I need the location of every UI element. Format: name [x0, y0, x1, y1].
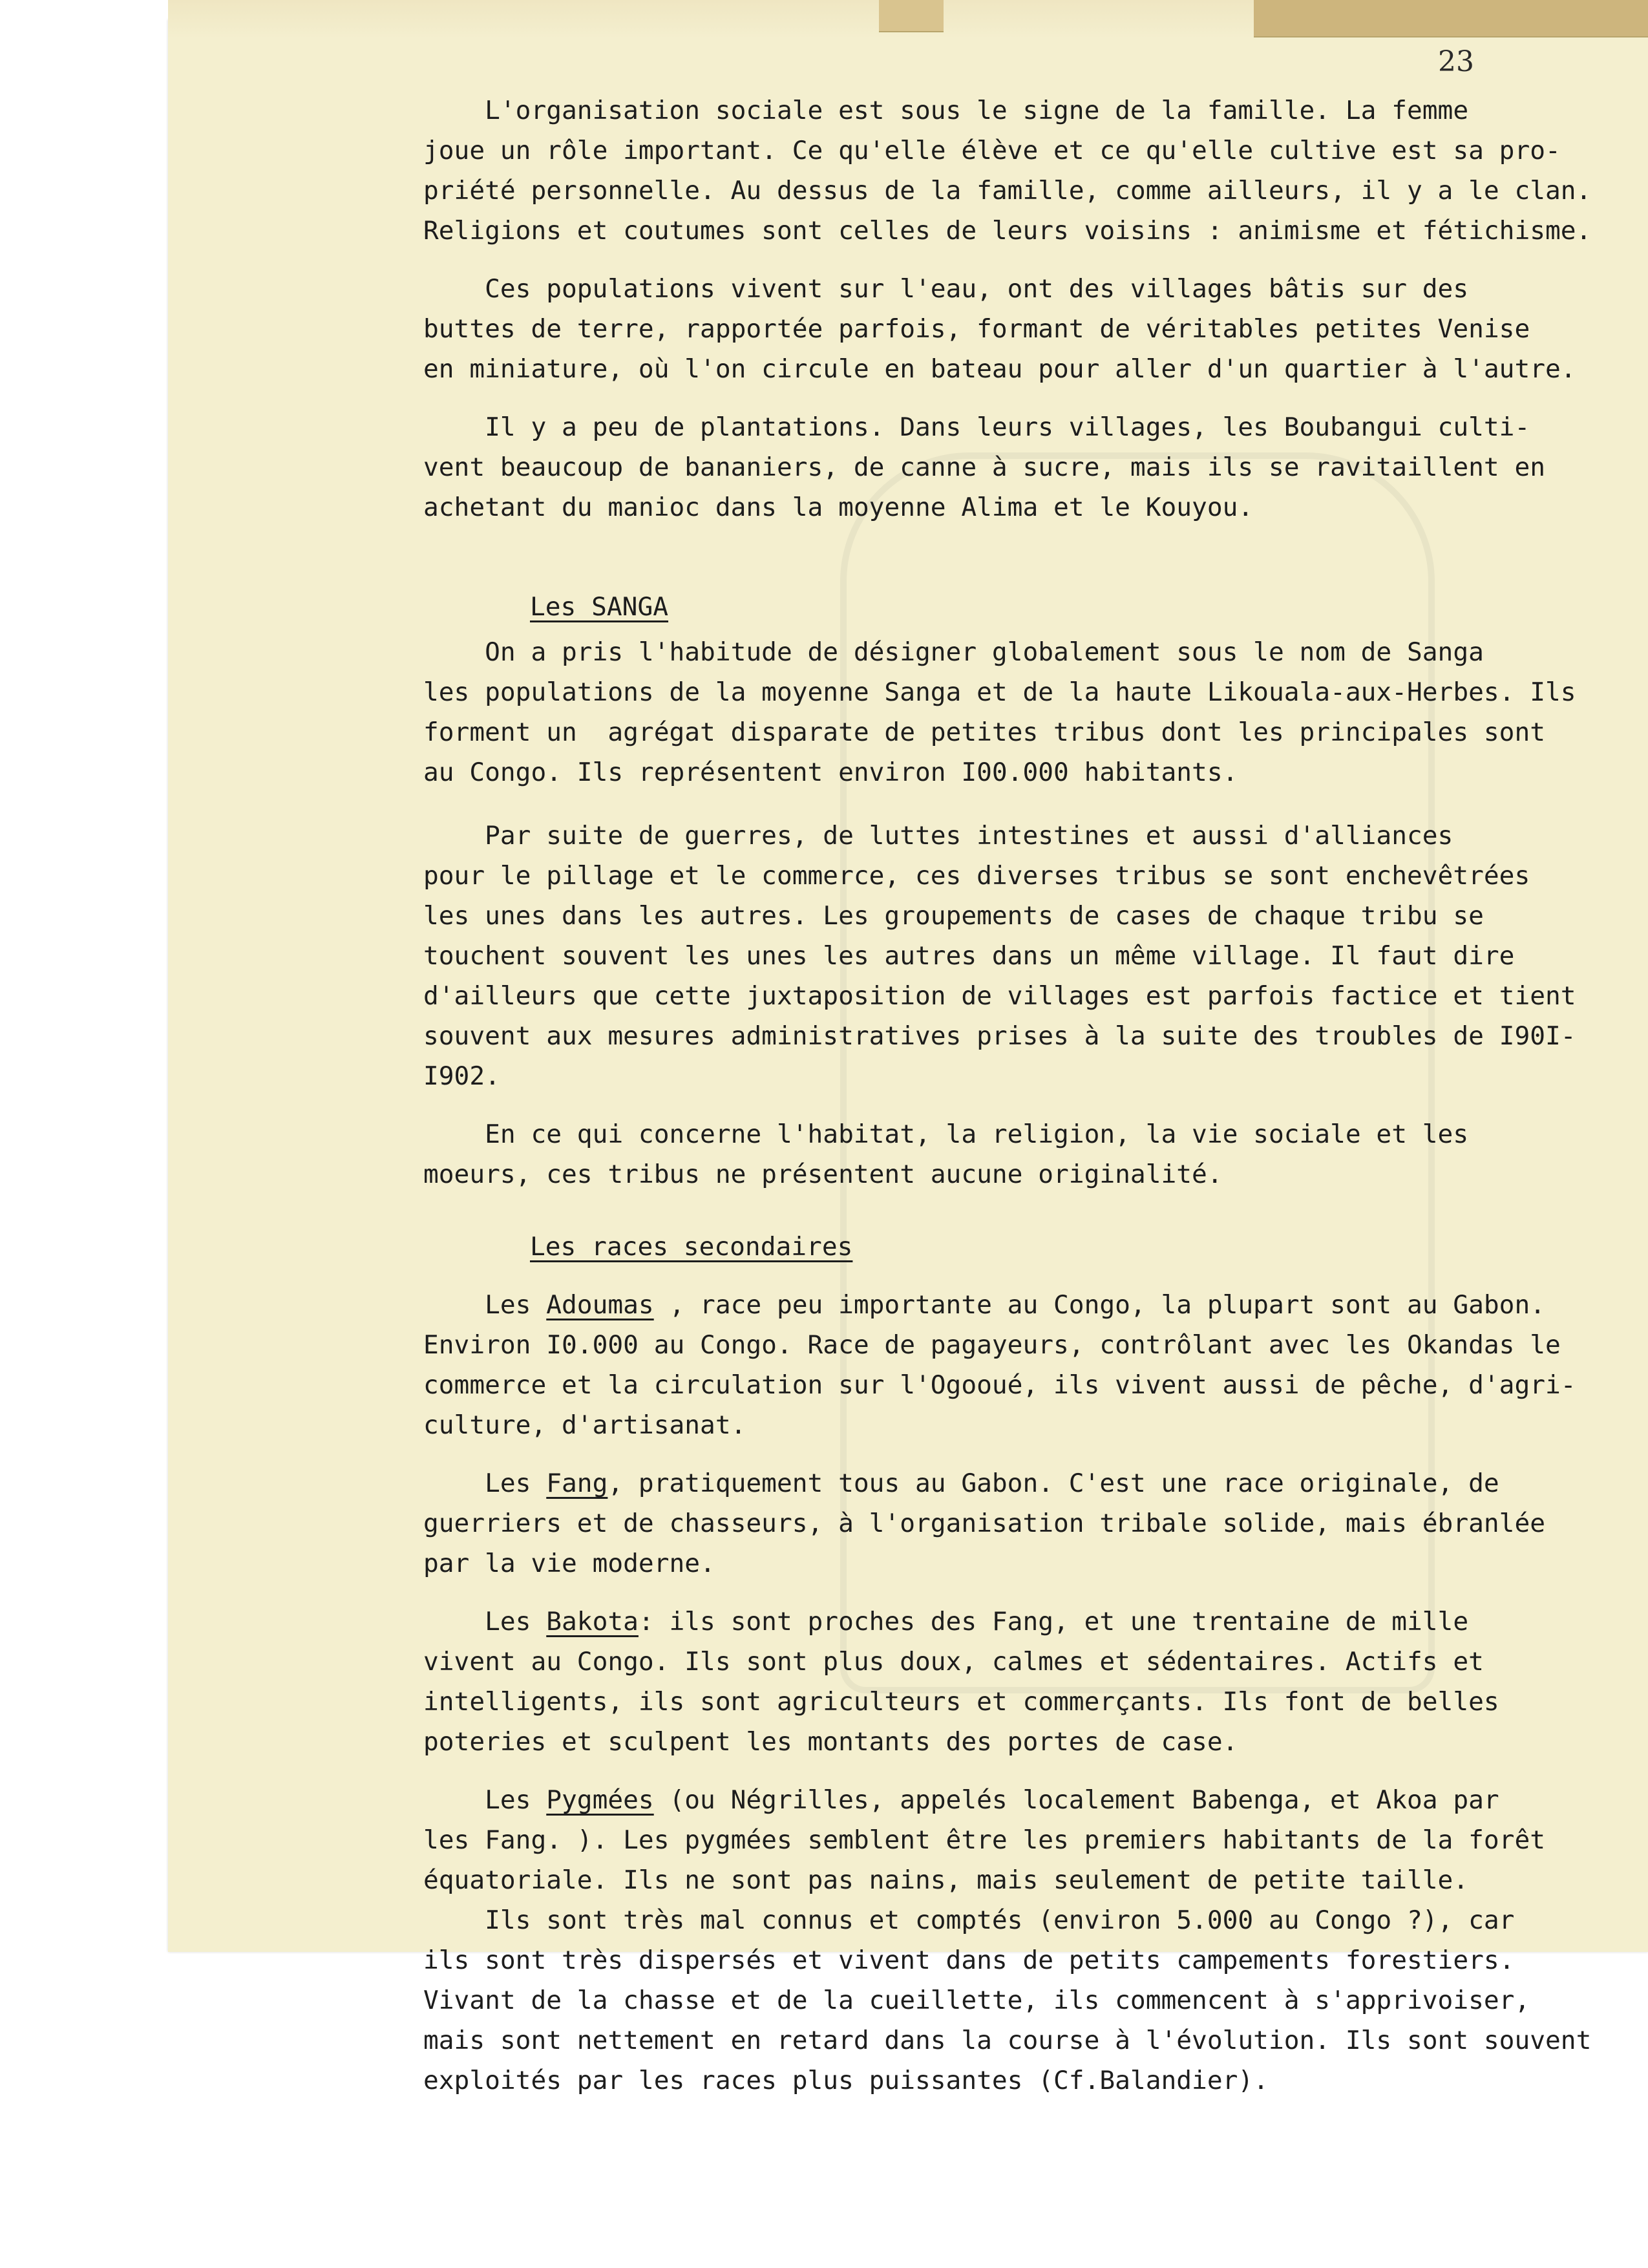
text-line: [423, 1602, 1619, 1642]
paragraph-populations-eau: [423, 269, 1619, 389]
text-line: [423, 1463, 1619, 1503]
term-fang: Fang: [546, 1468, 608, 1498]
text-line: Il y a peu de plantations. Dans leurs villages, les Boubangui culti-: [423, 412, 1530, 442]
term-pygmees: Pygmées: [546, 1785, 654, 1815]
torn-tape-strip: [1254, 0, 1648, 37]
text-line: touchent souvent les unes les autres dans un même village. Il faut dire: [423, 941, 1515, 971]
term-bakota: Bakota: [546, 1607, 639, 1637]
text-line: intelligents, ils sont agriculteurs et commerçants. Ils font de belles: [423, 1687, 1499, 1717]
lead-text: Les: [423, 1468, 547, 1498]
text-line: par la vie moderne.: [423, 1549, 715, 1578]
heading-text: Les races secondaires: [530, 1232, 853, 1262]
text-line: Environ I0.000 au Congo. Race de pagayeurs, contrôlant avec les Okandas le: [423, 1330, 1561, 1360]
text-line: guerriers et de chasseurs, à l'organisation tribale solide, mais ébranlée: [423, 1509, 1546, 1538]
text-line: au Congo. Ils représentent environ I00.000 habitants.: [423, 758, 1238, 787]
lead-text: Les: [423, 1785, 547, 1815]
text-line: Ces populations vivent sur l'eau, ont des villages bâtis sur des: [423, 274, 1469, 304]
text-line: en miniature, où l'on circule en bateau pour aller d'un quartier à l'autre.: [423, 354, 1576, 384]
text-line: [423, 1285, 1619, 1325]
text-line: [423, 1780, 1619, 1820]
section-heading-races-secondaires: [530, 1227, 1619, 1267]
text-line: les Fang. ). Les pygmées semblent être les premiers habitants de la forêt: [423, 1825, 1546, 1855]
text-line: Par suite de guerres, de luttes intestines et aussi d'alliances: [423, 821, 1453, 851]
line-rest: (ou Négrilles, appelés localement Babenga, et Akoa par: [653, 1785, 1499, 1815]
text-line: mais sont nettement en retard dans la course à l'évolution. Ils sont souvent: [423, 2026, 1592, 2055]
paragraph-bakota: [423, 1602, 1619, 1762]
paragraph-plantations: [423, 407, 1619, 527]
text-line: les unes dans les autres. Les groupements de cases de chaque tribu se: [423, 901, 1484, 931]
paragraph-adoumas: [423, 1285, 1619, 1445]
text-line: culture, d'artisanat.: [423, 1410, 746, 1440]
lead-text: Les: [423, 1607, 547, 1637]
text-line: joue un rôle important. Ce qu'elle élève et ce qu'elle cultive est sa pro-: [423, 136, 1561, 165]
paragraph-habitat: [423, 1114, 1619, 1194]
text-line: On a pris l'habitude de désigner globalement sous le nom de Sanga: [423, 637, 1484, 667]
text-line: Religions et coutumes sont celles de leurs voisins : animisme et fétichisme.: [423, 216, 1592, 246]
text-line: forment un agrégat disparate de petites tribus dont les principales sont: [423, 717, 1546, 747]
text-line: commerce et la circulation sur l'Ogooué, ils vivent aussi de pêche, d'agri-: [423, 1370, 1576, 1400]
text-line: vent beaucoup de bananiers, de canne à sucre, mais ils se ravitaillent en: [423, 452, 1546, 482]
paragraph-pygmees: [423, 1780, 1619, 2101]
text-line: L'organisation sociale est sous le signe de la famille. La femme: [423, 96, 1469, 125]
text-line: achetant du manioc dans la moyenne Alima et le Kouyou.: [423, 493, 1254, 522]
typed-text-body: [423, 90, 1619, 2101]
text-line: ils sont très dispersés et vivent dans de petits campements forestiers.: [423, 1945, 1515, 1975]
torn-tape-mark: [879, 0, 944, 32]
paragraph-famille: [423, 90, 1619, 251]
section-heading-sanga: [530, 587, 1619, 627]
page-number: 23: [1438, 45, 1474, 78]
text-line: Ils sont très mal connus et comptés (environ 5.000 au Congo ?), car: [423, 1905, 1515, 1935]
text-line: Vivant de la chasse et de la cueillette, ils commencent à s'apprivoiser,: [423, 1986, 1530, 2015]
term-adoumas: Adoumas: [546, 1290, 654, 1320]
text-line: souvent aux mesures administratives prises à la suite des troubles de I90I-: [423, 1021, 1576, 1051]
text-line: En ce qui concerne l'habitat, la religion, la vie sociale et les: [423, 1119, 1469, 1149]
text-line: les populations de la moyenne Sanga et de la haute Likouala-aux-Herbes. Ils: [423, 677, 1576, 707]
paragraph-sanga-intro: [423, 632, 1619, 792]
heading-text: Les SANGA: [530, 592, 669, 622]
text-line: exploités par les races plus puissantes (Cf.Balandier).: [423, 2066, 1269, 2095]
text-line: poteries et sculpent les montants des portes de case.: [423, 1727, 1238, 1757]
text-line: équatoriale. Ils ne sont pas nains, mais seulement de petite taille.: [423, 1865, 1469, 1895]
text-line: buttes de terre, rapportée parfois, formant de véritables petites Venise: [423, 314, 1530, 344]
line-rest: : ils sont proches des Fang, et une trentaine de mille: [638, 1607, 1469, 1637]
text-line: moeurs, ces tribus ne présentent aucune originalité.: [423, 1160, 1223, 1189]
text-line: pour le pillage et le commerce, ces diverses tribus se sont enchevêtrées: [423, 861, 1530, 891]
paragraph-fang: [423, 1463, 1619, 1584]
paragraph-guerres: [423, 816, 1619, 1096]
lead-text: Les: [423, 1290, 547, 1320]
text-line: I902.: [423, 1061, 500, 1091]
line-rest: , race peu importante au Congo, la plupart sont au Gabon.: [653, 1290, 1546, 1320]
text-line: priété personnelle. Au dessus de la famille, comme ailleurs, il y a le clan.: [423, 176, 1592, 206]
text-line: vivent au Congo. Ils sont plus doux, calmes et sédentaires. Actifs et: [423, 1647, 1484, 1677]
line-rest: , pratiquement tous au Gabon. C'est une race originale, de: [607, 1468, 1499, 1498]
text-line: d'ailleurs que cette juxtaposition de villages est parfois factice et tient: [423, 981, 1576, 1011]
